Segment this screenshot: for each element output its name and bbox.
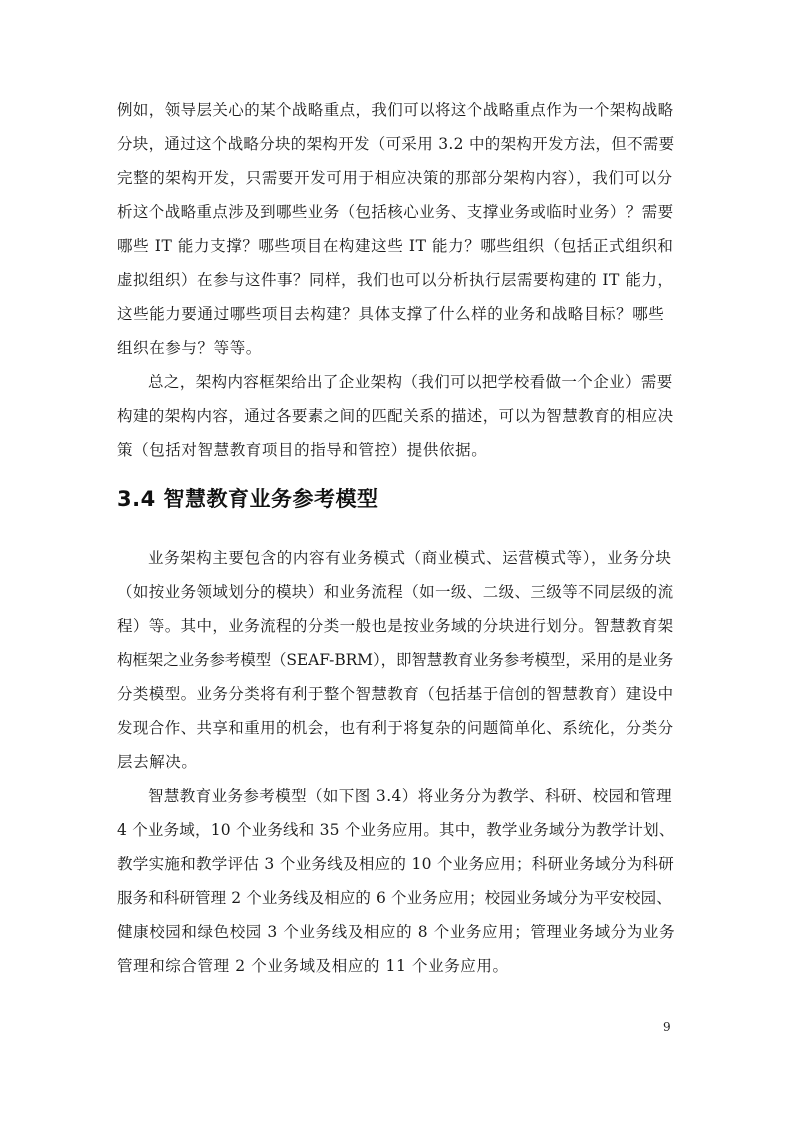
text-line: 4 个业务域，10 个业务线和 35 个业务应用。其中，教学业务域分为教学计划、	[117, 821, 675, 839]
text-line: （如按业务领域划分的模块）和业务流程（如一级、二级、三级等不同层级的流	[117, 583, 674, 601]
text-line: 析这个战略重点涉及到哪些业务（包括核心业务、支撑业务或临时业务）？需要	[117, 203, 674, 221]
text-line: 这些能力要通过哪些项目去构建？具体支撑了什么样的业务和战略目标？哪些	[117, 305, 665, 323]
text-line: 程）等。其中，业务流程的分类一般也是按业务域的分块进行划分。智慧教育架	[117, 617, 674, 635]
text-line: 教学实施和教学评估 3 个业务线及相应的 10 个业务应用；科研业务域分为科研	[117, 855, 674, 873]
text-line: 哪些 IT 能力支撑？哪些项目在构建这些 IT 能力？哪些组织（包括正式组织和	[117, 237, 674, 255]
text-line: 组织在参与？等等。	[117, 339, 262, 357]
text-line: 业务架构主要包含的内容有业务模式（商业模式、运营模式等），业务分块	[148, 549, 672, 567]
text-line: 构框架之业务参考模型（SEAF-BRM），即智慧教育业务参考模型，采用的是业务	[117, 651, 674, 669]
text-line: 服务和科研管理 2 个业务线及相应的 6 个业务应用；校园业务域分为平安校园、	[117, 889, 672, 907]
text-line: 管理和综合管理 2 个业务域及相应的 11 个业务应用。	[117, 957, 509, 975]
text-line: 智慧教育业务参考模型（如下图 3.4）将业务分为教学、科研、校园和管理	[148, 787, 673, 805]
text-line: 虚拟组织）在参与这件事？同样，我们也可以分析执行层需要构建的 IT 能力，	[117, 271, 674, 289]
section-heading: 3.4 智慧教育业务参考模型	[117, 487, 379, 511]
text-line: 健康校园和绿色校园 3 个业务线及相应的 8 个业务应用；管理业务域分为业务	[117, 923, 676, 941]
text-line: 策（包括对智慧教育项目的指导和管控）提供依据。	[117, 441, 488, 459]
text-line: 例如，领导层关心的某个战略重点，我们可以将这个战略重点作为一个架构战略	[117, 101, 674, 119]
text-line: 层去解决。	[117, 753, 198, 771]
text-line: 分类模型。业务分类将有利于整个智慧教育（包括基于信创的智慧教育）建设中	[117, 685, 674, 703]
text-line: 完整的架构开发，只需要开发可用于相应决策的那部分架构内容），我们可以分	[117, 169, 673, 187]
page-number: 9	[663, 1020, 671, 1034]
text-line: 发现合作、共享和重用的机会，也有利于将复杂的问题简单化、系统化，分类分	[117, 719, 674, 737]
text-line: 总之，架构内容框架给出了企业架构（我们可以把学校看做一个企业）需要	[148, 373, 673, 391]
text-line: 分块，通过这个战略分块的架构开发（可采用 3.2 中的架构开发方法，但不需要	[117, 135, 675, 153]
text-line: 构建的架构内容，通过各要素之间的匹配关系的描述，可以为智慧教育的相应决	[117, 407, 674, 425]
